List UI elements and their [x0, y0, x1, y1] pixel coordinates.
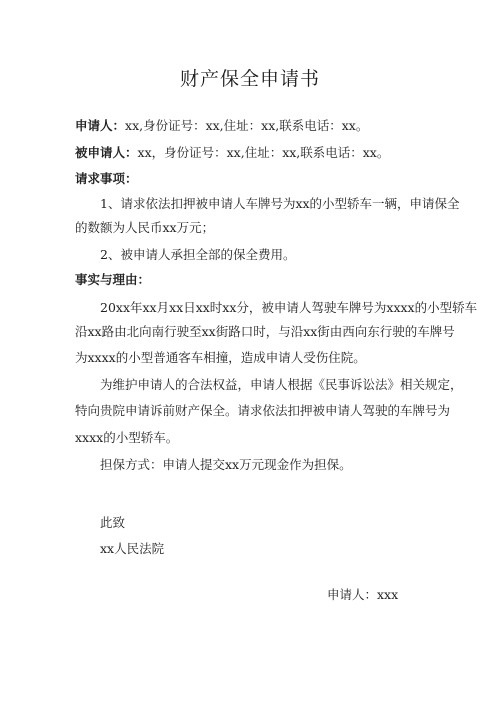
respondent-label: 被申请人： — [75, 145, 138, 160]
respondent-line — [75, 145, 389, 161]
facts-paragraph-2-line-1: 为维护申请人的合法权益，申请人根据《民事诉讼法》相关规定， — [100, 377, 463, 392]
request-item-1-line-2: 的数额为人民币xx万元； — [75, 220, 215, 235]
applicant-line — [75, 118, 368, 134]
facts-heading: 事实与理由： — [75, 272, 151, 287]
facts-paragraph-2-line-2: 特向贵院申请诉前财产保全。请求依法扣押被申请人驾驶的车牌号为 — [75, 403, 451, 418]
respondent-text: xx，身份证号：xx,住址：xx,联系电话：xx。 — [137, 145, 390, 160]
closing-salutation: 此致 — [100, 515, 126, 530]
applicant-text: xx,身份证号：xx,住址：xx,联系电话：xx。 — [125, 118, 369, 133]
closing-court: xx人民法院 — [100, 541, 165, 556]
facts-paragraph-2-line-3: xxxx的小型轿车。 — [75, 430, 179, 445]
request-item-2: 2、被申请人承担全部的保全费用。 — [100, 247, 296, 262]
facts-paragraph-1-line-2: 沿xx路由北向南行驶至xx街路口时，与沿xx街由西向东行驶的车牌号 — [75, 324, 455, 339]
applicant-label: 申请人： — [75, 118, 126, 133]
facts-paragraph-3: 担保方式：申请人提交xx万元现金作为担保。 — [100, 457, 352, 472]
requests-heading: 请求事项： — [75, 171, 138, 186]
signature-line: 申请人：xxx — [327, 587, 399, 602]
facts-paragraph-1-line-3: 为xxxx的小型普通客车相撞，造成申请人受伤住院。 — [75, 350, 366, 365]
document-title: 财产保全申请书 — [179, 68, 320, 90]
request-item-1-line-1: 1、请求依法扣押被申请人车牌号为xx的小型轿车一辆，申请保全 — [100, 196, 460, 211]
facts-paragraph-1-line-1: 20xx年xx月xx日xx时xx分，被申请人驾驶车牌号为xxxx的小型轿车 — [100, 300, 478, 315]
